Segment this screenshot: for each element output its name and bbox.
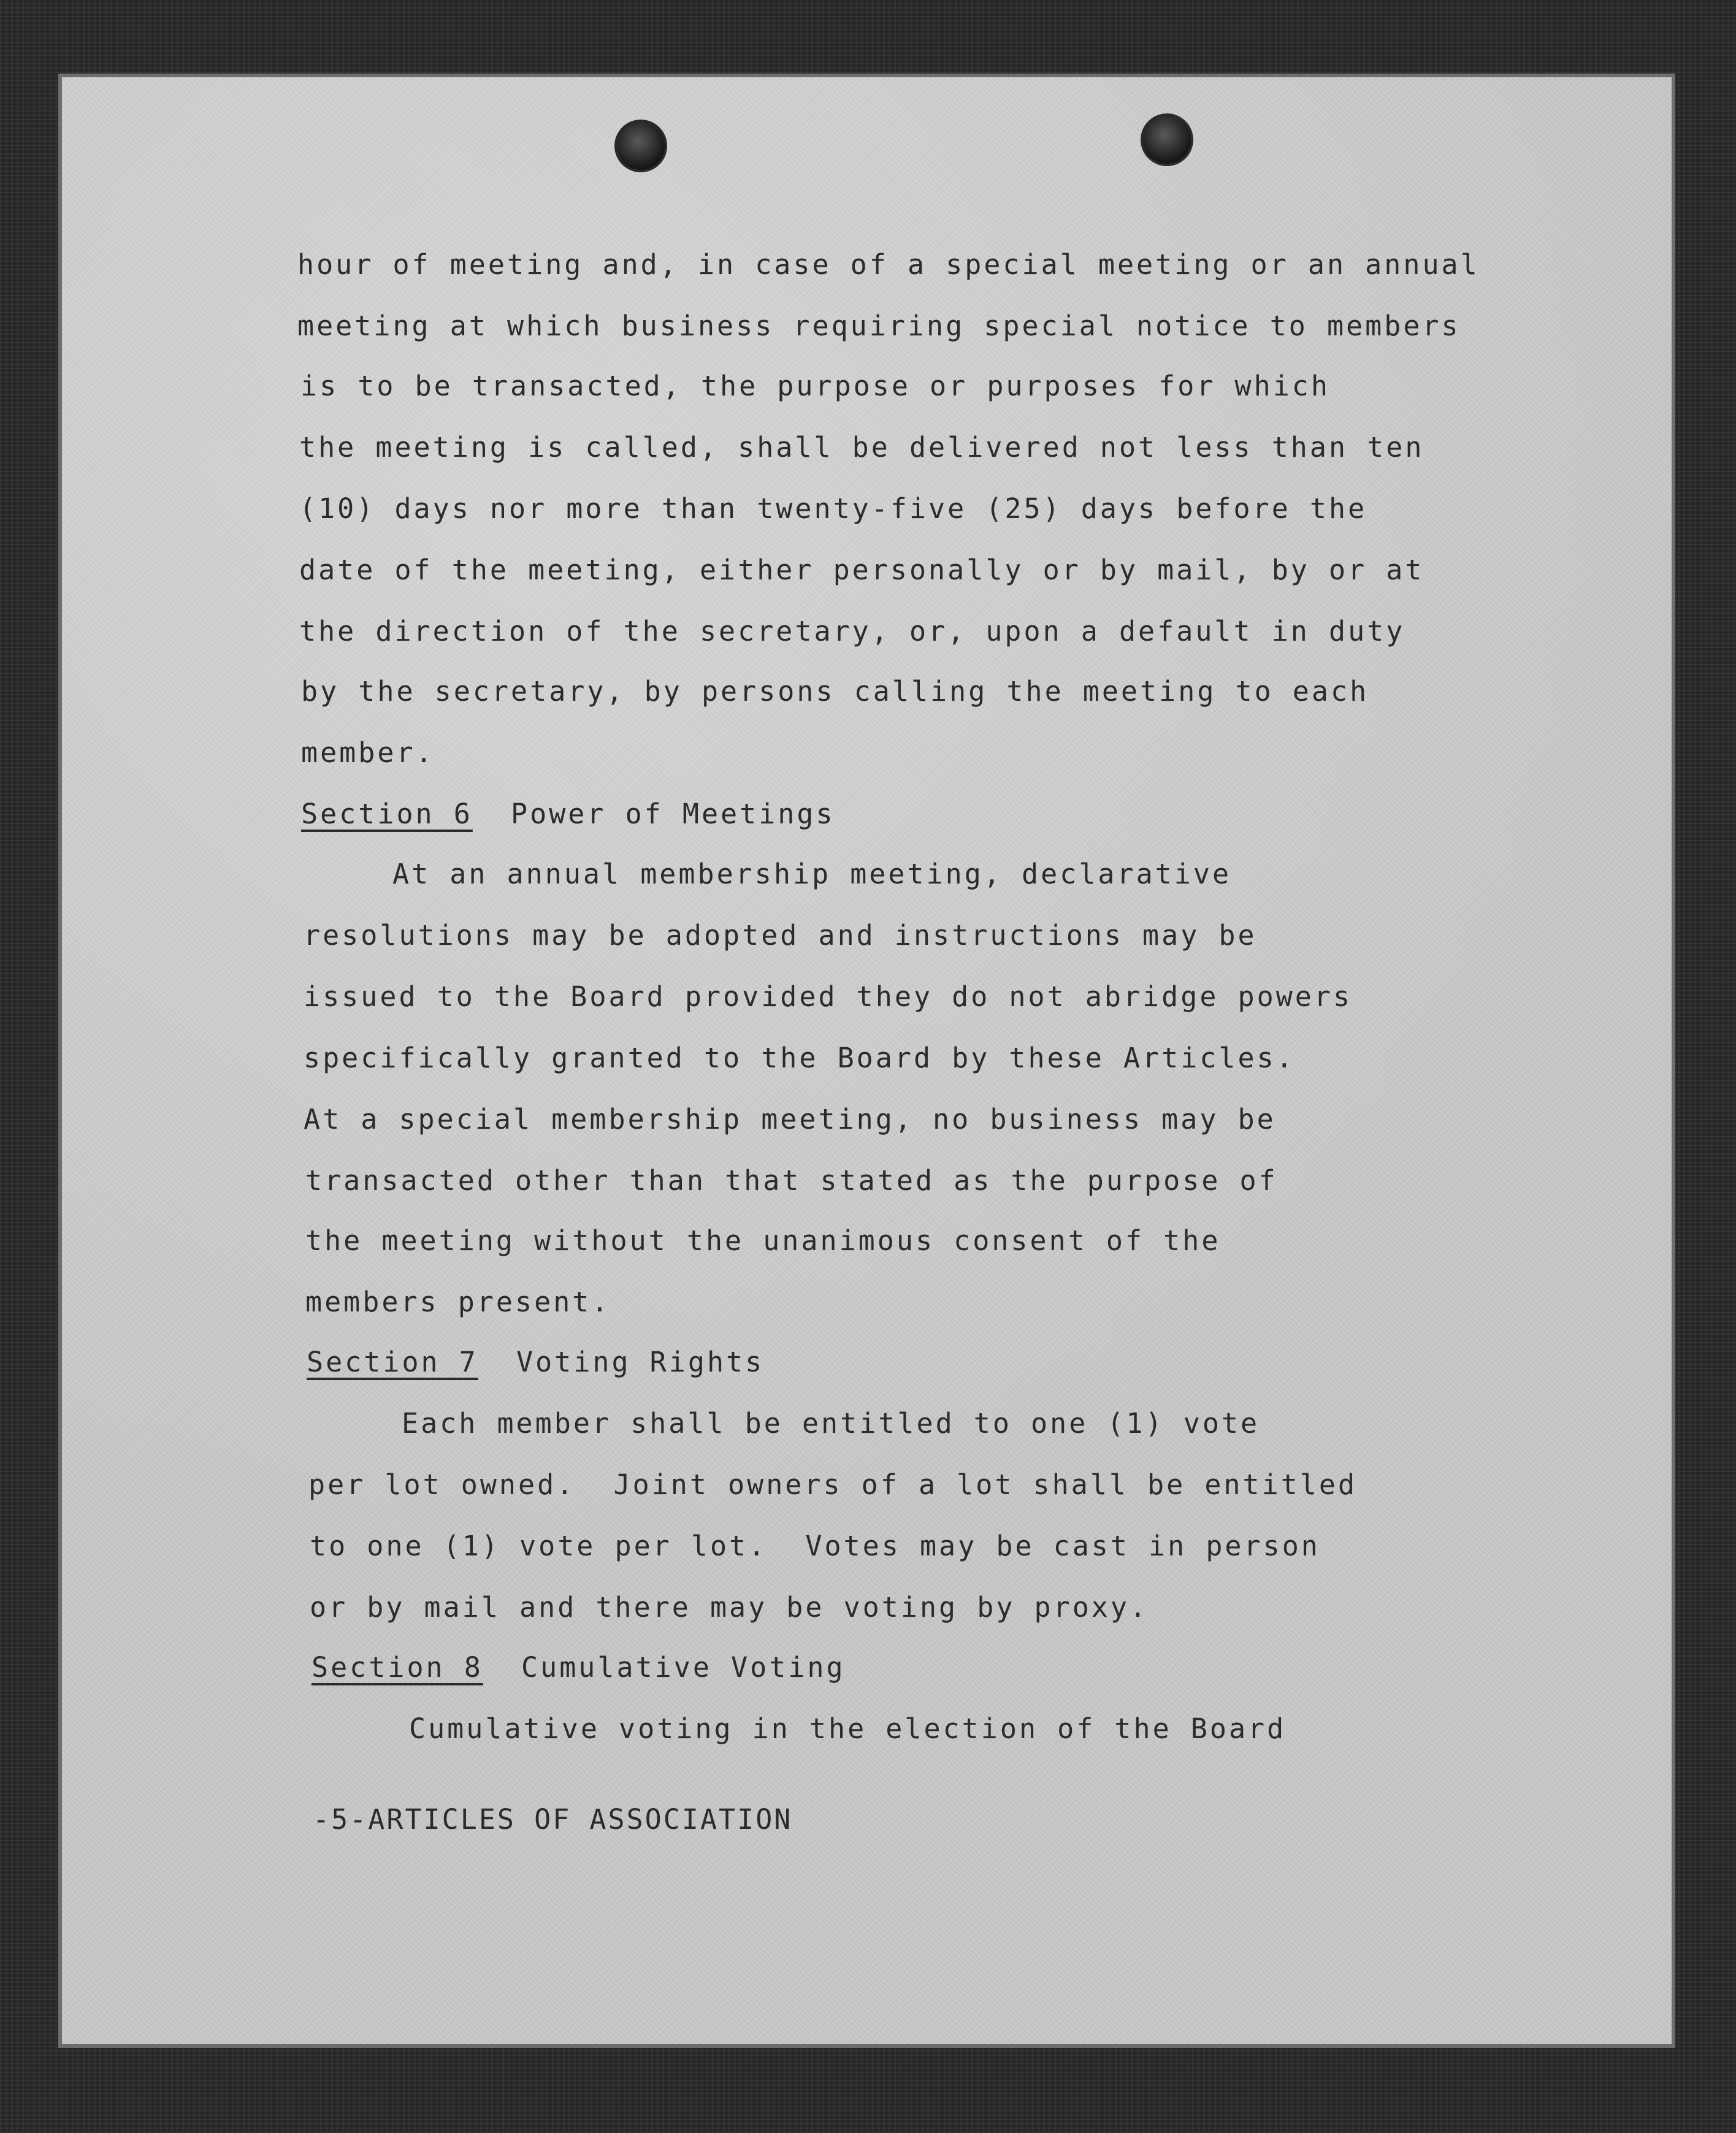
section-7-title: Voting Rights bbox=[516, 1346, 765, 1378]
intro-line-6: date of the meeting, either personally or by mail, by or at bbox=[299, 554, 1424, 586]
document-page bbox=[58, 74, 1675, 2048]
section-7-heading bbox=[307, 1344, 764, 1381]
section-8-heading bbox=[312, 1649, 846, 1686]
section-6-line-7: the meeting without the unanimous consent of the bbox=[305, 1224, 1221, 1257]
section-8-title: Cumulative Voting bbox=[521, 1651, 846, 1684]
section-6-line-1: At an annual membership meeting, declarative bbox=[392, 858, 1232, 890]
intro-line-7: the direction of the secretary, or, upon a default in duty bbox=[299, 615, 1405, 647]
punch-hole-left bbox=[614, 120, 667, 172]
section-6-heading bbox=[301, 796, 835, 833]
section-6-line-4: specifically granted to the Board by these Articles. bbox=[304, 1042, 1295, 1074]
section-7-line-1: Each member shall be entitled to one (1) vote bbox=[402, 1407, 1260, 1440]
section-6-title: Power of Meetings bbox=[511, 798, 835, 830]
section-6-line-6: transacted other than that stated as the purpose of bbox=[305, 1164, 1278, 1197]
punch-hole-right bbox=[1141, 113, 1193, 166]
intro-line-3: is to be transacted, the purpose or purposes for which bbox=[300, 370, 1330, 402]
section-8-line-1: Cumulative voting in the election of the Board bbox=[409, 1712, 1287, 1745]
section-7-line-3: to one (1) vote per lot. Votes may be cast in person bbox=[310, 1530, 1320, 1562]
section-6-line-2: resolutions may be adopted and instructions may be bbox=[304, 919, 1257, 952]
intro-line-4: the meeting is called, shall be delivered not less than ten bbox=[299, 431, 1424, 464]
section-6-line-8: members present. bbox=[305, 1286, 611, 1318]
section-6-line-3: issued to the Board provided they do not abridge powers bbox=[304, 980, 1353, 1013]
section-8-label: Section 8 bbox=[312, 1651, 483, 1684]
section-7-line-4: or by mail and there may be voting by proxy. bbox=[310, 1591, 1149, 1624]
intro-line-8: by the secretary, by persons calling the meeting to each bbox=[301, 675, 1369, 708]
intro-line-1: hour of meeting and, in case of a special meeting or an annual bbox=[297, 248, 1480, 281]
intro-line-9: member. bbox=[301, 736, 435, 769]
intro-line-5: (10) days nor more than twenty-five (25) days before the bbox=[299, 492, 1367, 525]
section-6-line-5: At a special membership meeting, no business may be bbox=[304, 1103, 1276, 1135]
intro-line-2: meeting at which business requiring special notice to members bbox=[297, 310, 1461, 342]
section-7-line-2: per lot owned. Joint owners of a lot shall be entitled bbox=[308, 1468, 1358, 1501]
page-footer: -5-ARTICLES OF ASSOCIATION bbox=[313, 1803, 793, 1836]
section-7-label: Section 7 bbox=[307, 1346, 478, 1378]
section-6-label: Section 6 bbox=[301, 798, 473, 830]
